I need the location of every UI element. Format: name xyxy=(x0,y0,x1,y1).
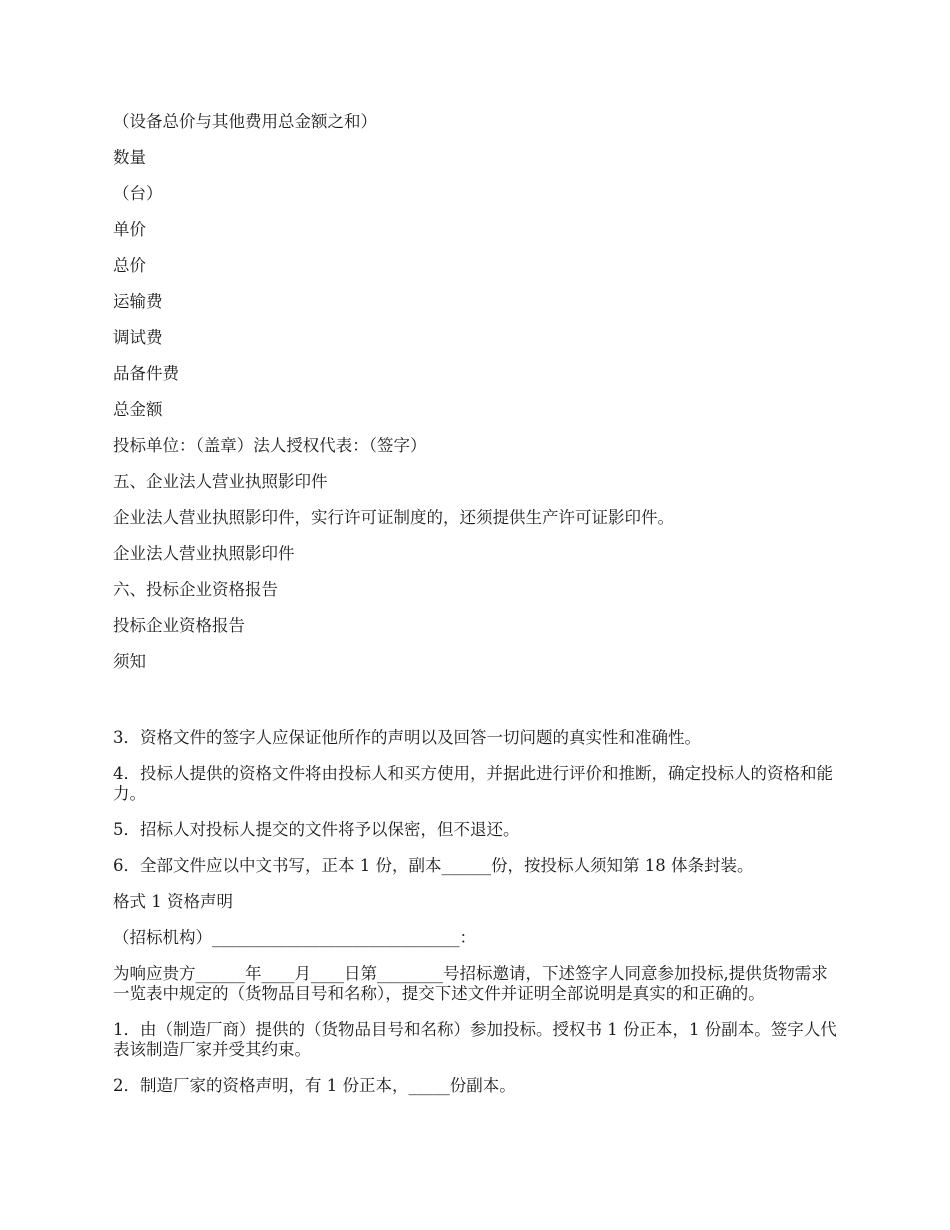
text-line: （台） xyxy=(113,184,163,203)
addressee-line: （招标机构）______________________________： xyxy=(113,928,476,947)
text-line: 数量 xyxy=(113,148,146,167)
numbered-paragraph: 1．由（制造厂商）提供的（货物品目号和名称）参加投标。授权书 1 份正本，1 份副本。签字人代表该制造厂家并受其约束。 xyxy=(113,1020,837,1059)
form-title: 格式 1 资格声明 xyxy=(113,892,233,911)
text-line: 品备件费 xyxy=(113,364,179,383)
text-line: 运输费 xyxy=(113,292,163,311)
section-heading: 五、企业法人营业执照影印件 xyxy=(113,472,328,491)
text-line: 单价 xyxy=(113,220,146,239)
spacer xyxy=(113,688,843,728)
text-line: 投标单位：（盖章）法人授权代表：（签字） xyxy=(113,436,427,455)
numbered-paragraph: 6．全部文件应以中文书写，正本 1 份，副本______份，按投标人须知第 18 体条封装。 xyxy=(113,856,754,875)
declaration-paragraph: 为响应贵方______年____月____日第________号招标邀请，下述签字人同意参加投标,提供货物需求一览表中规定的（货物品目号和名称），提交下述文件并证明全部说明是真实的和正确的。 xyxy=(113,964,828,1003)
text-line: 总价 xyxy=(113,256,146,275)
numbered-paragraph: 5．招标人对投标人提交的文件将予以保密，但不退还。 xyxy=(113,820,520,839)
text-line: （设备总价与其他费用总金额之和） xyxy=(113,112,377,131)
numbered-paragraph: 4．投标人提供的资格文件将由投标人和买方使用，并据此进行评价和推断，确定投标人的资格和能力。 xyxy=(113,764,833,803)
text-line: 企业法人营业执照影印件，实行许可证制度的，还须提供生产许可证影印件。 xyxy=(113,508,674,527)
text-line: 总金额 xyxy=(113,400,163,419)
text-line: 企业法人营业执照影印件 xyxy=(113,544,295,563)
numbered-paragraph: 2．制造厂家的资格声明，有 1 份正本，_____份副本。 xyxy=(113,1076,516,1095)
document-body xyxy=(113,112,843,1112)
section-heading: 六、投标企业资格报告 xyxy=(113,580,278,599)
text-line: 投标企业资格报告 xyxy=(113,616,245,635)
text-line: 调试费 xyxy=(113,328,163,347)
numbered-paragraph: 3．资格文件的签字人应保证他所作的声明以及回答一切问题的真实性和准确性。 xyxy=(113,728,701,747)
text-line: 须知 xyxy=(113,652,146,671)
